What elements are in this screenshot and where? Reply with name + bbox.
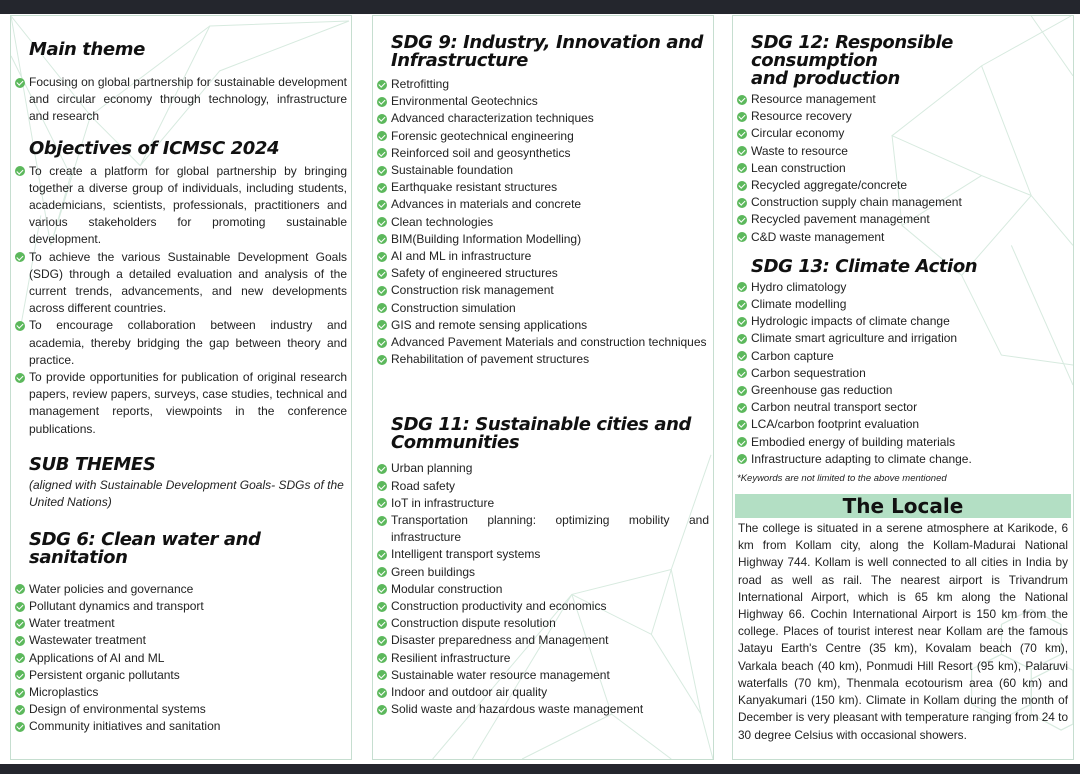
main-theme-list (15, 74, 347, 126)
check-circle-icon (377, 269, 387, 279)
list-item: Disaster preparedness and Management (377, 632, 709, 649)
check-circle-icon (377, 516, 387, 526)
list-item: Recycled pavement management (737, 211, 1069, 228)
check-circle-icon (377, 166, 387, 176)
list-item: Resilient infrastructure (377, 650, 709, 667)
sdg12-list (737, 91, 1069, 246)
list-item: GIS and remote sensing applications (377, 317, 709, 334)
list-item: C&D waste management (737, 229, 1069, 246)
list-item: Applications of AI and ML (15, 650, 347, 667)
check-circle-icon (15, 688, 25, 698)
panel-sdg9-sdg11 (372, 15, 714, 760)
list-item: IoT in infrastructure (377, 495, 709, 512)
list-item: Microplastics (15, 684, 347, 701)
check-circle-icon (377, 234, 387, 244)
check-circle-icon (377, 252, 387, 262)
list-item: Reinforced soil and geosynthetics (377, 145, 709, 162)
list-item: Sustainable foundation (377, 162, 709, 179)
check-circle-icon (377, 200, 387, 210)
check-circle-icon (15, 602, 25, 612)
check-circle-icon (737, 282, 747, 292)
list-item: BIM(Building Information Modelling) (377, 231, 709, 248)
list-item: Pollutant dynamics and transport (15, 598, 347, 615)
list-item: Road safety (377, 478, 709, 495)
check-circle-icon (737, 146, 747, 156)
check-circle-icon (377, 653, 387, 663)
sdg6-heading: SDG 6: Clean water and sanitation (29, 528, 261, 568)
list-item: Advanced Pavement Materials and construction techniques (377, 334, 709, 351)
check-circle-icon (737, 215, 747, 225)
check-circle-icon (737, 437, 747, 447)
main-theme-heading: Main theme (29, 39, 145, 60)
list-item: Solid waste and hazardous waste management (377, 701, 709, 718)
check-circle-icon (737, 129, 747, 139)
list-item: Retrofitting (377, 76, 709, 93)
check-circle-icon (737, 163, 747, 173)
check-circle-icon (377, 498, 387, 508)
check-circle-icon (377, 584, 387, 594)
list-item: Forensic geotechnical engineering (377, 128, 709, 145)
check-circle-icon (377, 148, 387, 158)
check-circle-icon (737, 403, 747, 413)
check-circle-icon (737, 112, 747, 122)
check-circle-icon (377, 320, 387, 330)
list-item: Hydrologic impacts of climate change (737, 313, 1069, 330)
list-item: Embodied energy of building materials (737, 434, 1069, 451)
check-circle-icon (377, 550, 387, 560)
check-circle-icon (377, 602, 387, 612)
list-item: Transportation planning: optimizing mobility and infrastructure (377, 512, 709, 546)
list-item: Construction risk management (377, 282, 709, 299)
list-item: Earthquake resistant structures (377, 179, 709, 196)
list-item: Design of environmental systems (15, 701, 347, 718)
sdg13-list (737, 279, 1069, 468)
list-item: To create a platform for global partnership by bringing together a diverse group of individuals, including students, academicians, scientists, professionals, practitioners and various stakeholders for promoting sustainable development. (15, 163, 347, 249)
check-circle-icon (15, 705, 25, 715)
list-item: Hydro climatology (737, 279, 1069, 296)
list-item: Construction dispute resolution (377, 615, 709, 632)
check-circle-icon (377, 217, 387, 227)
check-circle-icon (377, 705, 387, 715)
list-item: Resource management (737, 91, 1069, 108)
bottom-frame-bar (0, 764, 1080, 774)
check-circle-icon (15, 584, 25, 594)
list-item: AI and ML in infrastructure (377, 248, 709, 265)
list-item: Circular economy (737, 125, 1069, 142)
check-circle-icon (377, 670, 387, 680)
list-item: Climate modelling (737, 296, 1069, 313)
check-circle-icon (737, 368, 747, 378)
list-item: Water treatment (15, 615, 347, 632)
check-circle-icon (737, 334, 747, 344)
locale-heading: The Locale (735, 494, 1071, 518)
list-item: Indoor and outdoor air quality (377, 684, 709, 701)
check-circle-icon (15, 653, 25, 663)
list-item: Carbon neutral transport sector (737, 399, 1069, 416)
check-circle-icon (377, 355, 387, 365)
sdg12-heading: SDG 12: Responsible consumption and production (751, 32, 953, 89)
list-item: Persistent organic pollutants (15, 667, 347, 684)
list-item: Construction supply chain management (737, 194, 1069, 211)
top-frame-bar (0, 0, 1080, 14)
check-circle-icon (737, 300, 747, 310)
list-item: Safety of engineered structures (377, 265, 709, 282)
check-circle-icon (15, 636, 25, 646)
list-item: Green buildings (377, 564, 709, 581)
list-item: Infrastructure adapting to climate change. (737, 451, 1069, 468)
check-circle-icon (737, 454, 747, 464)
check-circle-icon (377, 97, 387, 107)
list-item: Resource recovery (737, 108, 1069, 125)
check-circle-icon (15, 619, 25, 629)
check-circle-icon (15, 373, 25, 383)
check-circle-icon (15, 670, 25, 680)
sdg9-list (377, 76, 709, 368)
list-item: Community initiatives and sanitation (15, 718, 347, 735)
list-item: Construction simulation (377, 300, 709, 317)
list-item: Advances in materials and concrete (377, 196, 709, 213)
list-item: Carbon sequestration (737, 365, 1069, 382)
sdg11-heading: SDG 11: Sustainable cities and Communities (391, 414, 692, 454)
check-circle-icon (377, 464, 387, 474)
locale-description: The college is situated in a serene atmosphere at Karikode, 6 km from Kollam city, along the Kollam-Madurai National Highway 744. Kollam is well connected to all cities in India by road as well as rail. The nearest airport is Trivandrum International Airport, which is 65 km along the National Highway 66. Cochin International Airport is 150 km from the college. Places of tourist interest near Kollam are the famous Jatayu Earth's Centre (35 km), Kovalam beach (70 km), Varkala beach (40 km), Ponmudi Hill Resort (95 km), Palaruvi waterfalls (70 km), Thenmala ecotourism area (60 km) and Kanyakumari (150 km). Climate in Kollam during the month of December is very pleasant with temperature ranging from 24 to 30 degree Celsius with occasional showers. (738, 521, 1068, 742)
list-item: To achieve the various Sustainable Development Goals (SDG) through a detailed evaluation and analysis of the current trends, advancements, and new developments across different countries. (15, 249, 347, 318)
list-item: Modular construction (377, 581, 709, 598)
check-circle-icon (737, 232, 747, 242)
list-item: Sustainable water resource management (377, 667, 709, 684)
check-circle-icon (737, 420, 747, 430)
check-circle-icon (377, 131, 387, 141)
panel-themes-objectives (10, 15, 352, 760)
check-circle-icon (15, 166, 25, 176)
list-item: Waste to resource (737, 143, 1069, 160)
list-item: Environmental Geotechnics (377, 93, 709, 110)
list-item: Construction productivity and economics (377, 598, 709, 615)
check-circle-icon (15, 321, 25, 331)
keywords-note: *Keywords are not limited to the above mentioned (737, 473, 947, 485)
check-circle-icon (737, 351, 747, 361)
check-circle-icon (377, 481, 387, 491)
sdg9-heading: SDG 9: Industry, Innovation and Infrastructure (391, 32, 704, 71)
check-circle-icon (377, 688, 387, 698)
list-item: Intelligent transport systems (377, 546, 709, 563)
list-item: Recycled aggregate/concrete (737, 177, 1069, 194)
list-item: Carbon capture (737, 348, 1069, 365)
list-item: To provide opportunities for publication of original research papers, review papers, surveys, case studies, technical and management reports, viewpoints in the conference publications. (15, 369, 347, 438)
check-circle-icon (377, 567, 387, 577)
check-circle-icon (15, 722, 25, 732)
check-circle-icon (377, 183, 387, 193)
sub-themes-heading: SUB THEMES (29, 453, 156, 475)
list-item: Urban planning (377, 460, 709, 477)
list-item: Clean technologies (377, 214, 709, 231)
check-circle-icon (737, 386, 747, 396)
check-circle-icon (377, 338, 387, 348)
check-circle-icon (737, 95, 747, 105)
check-circle-icon (377, 80, 387, 90)
check-circle-icon (15, 78, 25, 88)
list-item: Greenhouse gas reduction (737, 382, 1069, 399)
list-item: LCA/carbon footprint evaluation (737, 416, 1069, 433)
sub-themes-note: (aligned with Sustainable Development Goals- SDGs of the United Nations) (29, 477, 344, 509)
sdg6-list (15, 581, 347, 736)
list-item: Water policies and governance (15, 581, 347, 598)
list-item: To encourage collaboration between industry and academia, thereby bridging the gap between theory and practice. (15, 317, 347, 369)
list-item: Wastewater treatment (15, 632, 347, 649)
objectives-heading: Objectives of ICMSC 2024 (29, 137, 280, 159)
panel-sdg12-sdg13-locale (732, 15, 1074, 760)
check-circle-icon (737, 181, 747, 191)
check-circle-icon (377, 636, 387, 646)
list-item: Advanced characterization techniques (377, 110, 709, 127)
list-item: Rehabilitation of pavement structures (377, 351, 709, 368)
list-item: Lean construction (737, 160, 1069, 177)
list-item: Climate smart agriculture and irrigation (737, 330, 1069, 347)
check-circle-icon (377, 303, 387, 313)
sdg13-heading: SDG 13: Climate Action (751, 255, 978, 277)
sdg11-list (377, 460, 709, 718)
check-circle-icon (377, 114, 387, 124)
check-circle-icon (377, 619, 387, 629)
check-circle-icon (15, 252, 25, 262)
check-circle-icon (737, 198, 747, 208)
objectives-list (15, 163, 347, 438)
check-circle-icon (737, 317, 747, 327)
check-circle-icon (377, 286, 387, 296)
list-item: Focusing on global partnership for sustainable development and circular economy through technology, infrastructure and research (15, 74, 347, 126)
